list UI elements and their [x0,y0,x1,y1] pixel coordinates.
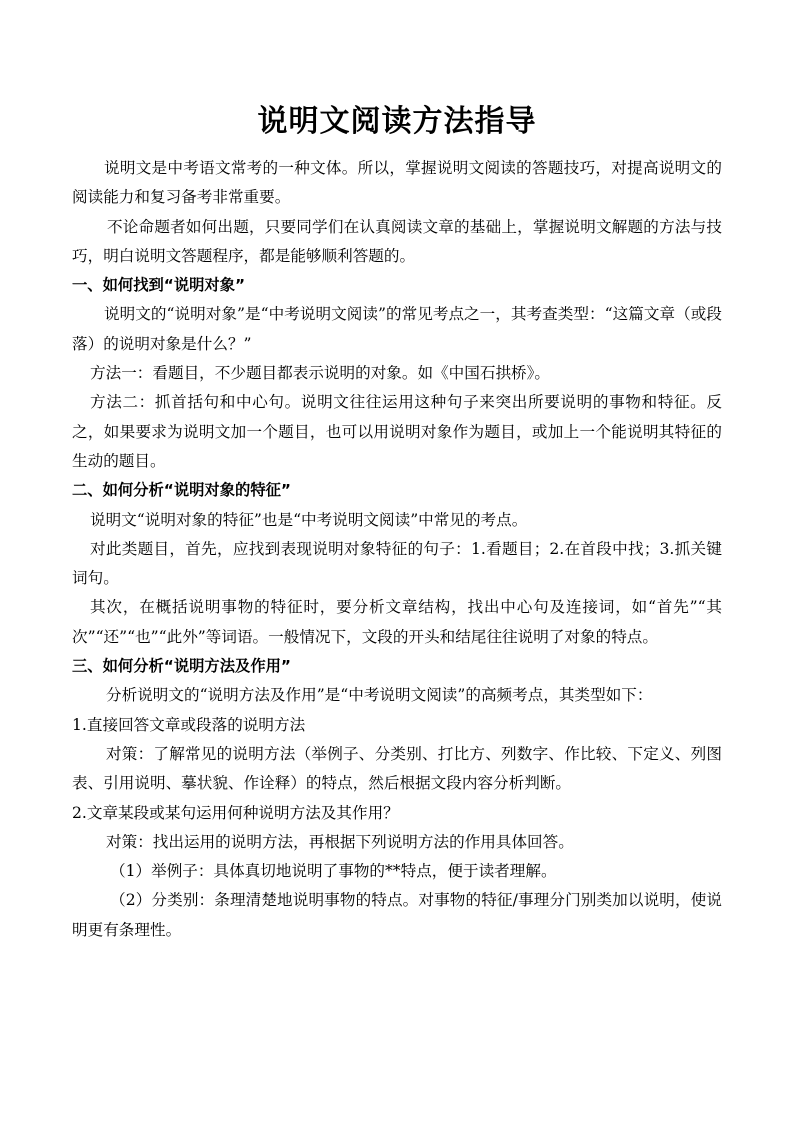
subheading: 2.文章某段或某句运用何种说明方法及其作用？ [72,803,399,822]
list-item: （1）举例子：具体真切地说明了事物的**特点，便于读者理解。 [110,862,557,881]
subheading: 1.直接回答文章或段落的说明方法 [72,715,306,734]
section-heading: 一、如何找到“说明对象” [72,276,246,295]
paragraph: 说明文是中考语文常考的一种文体。所以，掌握说明文阅读的答题技巧，对提高说明文的阅读能力和复习备考非常重要。 [72,159,722,207]
paragraph: 说明文“说明对象的特征”也是“中考说明文阅读”中常见的考点。 [90,510,528,529]
paragraph: 方法二：抓首括句和中心句。说明文往往运用这种句子来突出所要说明的事物和特征。反之，如果要求为说明文加一个题目，也可以用说明对象作为题目，或加上一个能说明其特征的生动的题目。 [72,393,722,470]
paragraph: 对策：了解常见的说明方法（举例子、分类别、打比方、列数字、作比较、下定义、列图表、引用说明、摹状貌、作诠释）的特点，然后根据文段内容分析判断。 [72,744,722,793]
paragraph: 对策：找出运用的说明方法，再根据下列说明方法的作用具体回答。 [106,832,574,851]
document-title: 说明文阅读方法指导 [257,104,537,139]
paragraph: 对此类题目，首先，应找到表现说明对象特征的句子：1.看题目；2.在首段中找；3.抓关键词句。 [72,539,722,588]
document-body [72,154,722,945]
section-heading: 三、如何分析“说明方法及作用” [72,657,291,676]
paragraph: 说明文的“说明对象”是“中考说明文阅读”的常见考点之一，其考查类型：“这篇文章（或段落）的说明对象是什么？” [72,305,722,353]
paragraph: 方法一：看题目，不少题目都表示说明的对象。如《中国石拱桥》。 [90,364,551,383]
paragraph: 分析说明文的“说明方法及作用”是“中考说明文阅读”的高频考点，其类型如下： [106,686,653,705]
section-heading: 二、如何分析“说明对象的特征” [72,481,291,500]
paragraph: 其次，在概括说明事物的特征时，要分析文章结构，找出中心句及连接词，如“首先”“其次”“还”“也”“此外”等词语。一般情况下，文段的开头和结尾往往说明了对象的特点。 [72,598,722,646]
paragraph: 不论命题者如何出题，只要同学们在认真阅读文章的基础上，掌握说明文解题的方法与技巧，明白说明文答题程序，都是能够顺利答题的。 [72,217,722,265]
list-item: （2）分类别：条理清楚地说明事物的特点。对事物的特征/事理分门别类加以说明，使说明更有条理性。 [72,891,722,939]
